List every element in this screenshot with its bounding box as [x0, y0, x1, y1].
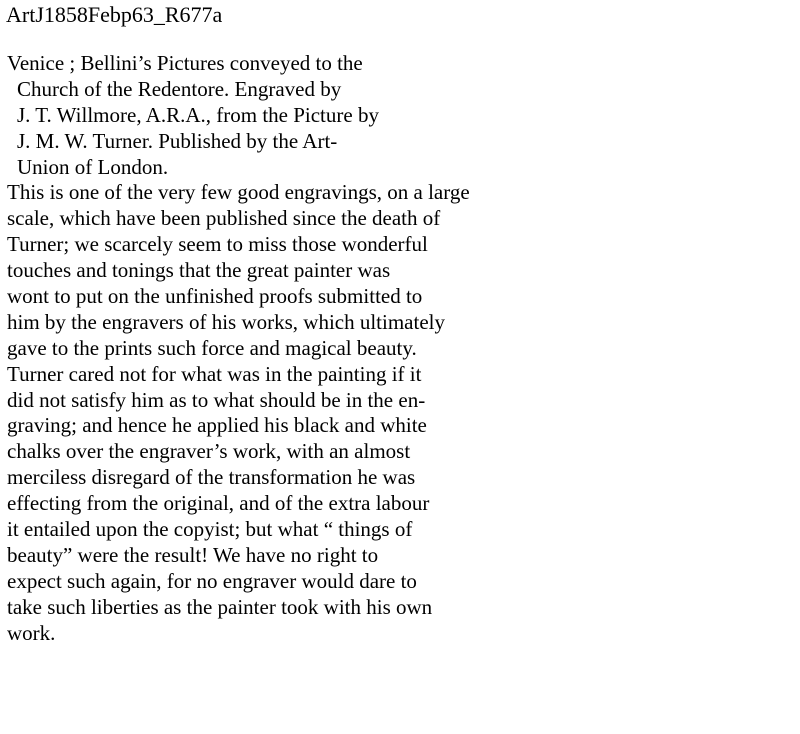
body-line: him by the engravers of his works, which ultimately [7, 309, 445, 334]
body-line: This is one of the very few good engravings, on a large [7, 180, 470, 205]
body-line: take such liberties as the painter took with his own [7, 594, 433, 619]
body-line: merciless disregard of the transformation he was [7, 465, 416, 490]
heading-line: J. T. Willmore, A.R.A., from the Picture by [17, 102, 379, 127]
body-line: Turner cared not for what was in the painting if it [7, 361, 422, 386]
article-heading [7, 51, 787, 180]
body-line: it entailed upon the copyist; but what “ things of [7, 517, 413, 542]
document-id: ArtJ1858Febp63_R677a [6, 2, 223, 27]
body-line: beauty” were the result! We have no right to [7, 542, 379, 567]
article [7, 51, 787, 646]
heading-line: Union of London. [17, 154, 169, 179]
body-line: Turner; we scarcely seem to miss those wonderful [7, 232, 428, 257]
heading-line: Church of the Redentore. Engraved by [17, 76, 342, 101]
body-line: touches and tonings that the great painter was [7, 258, 391, 283]
body-line: gave to the prints such force and magical beauty. [7, 335, 417, 360]
heading-line: J. M. W. Turner. Published by the Art- [17, 128, 338, 153]
body-line: effecting from the original, and of the extra labour [7, 491, 430, 516]
body-line: work. [7, 620, 56, 645]
body-line: expect such again, for no engraver would dare to [7, 568, 417, 593]
body-line: did not satisfy him as to what should be in the en- [7, 387, 426, 412]
body-line: chalks over the engraver’s work, with an almost [7, 439, 411, 464]
body-line: scale, which have been published since the death of [7, 206, 441, 231]
article-body [7, 180, 787, 646]
body-line: graving; and hence he applied his black and white [7, 413, 427, 438]
heading-line: Venice ; Bellini’s Pictures conveyed to the [7, 51, 363, 75]
body-line: wont to put on the unfinished proofs submitted to [7, 284, 423, 309]
